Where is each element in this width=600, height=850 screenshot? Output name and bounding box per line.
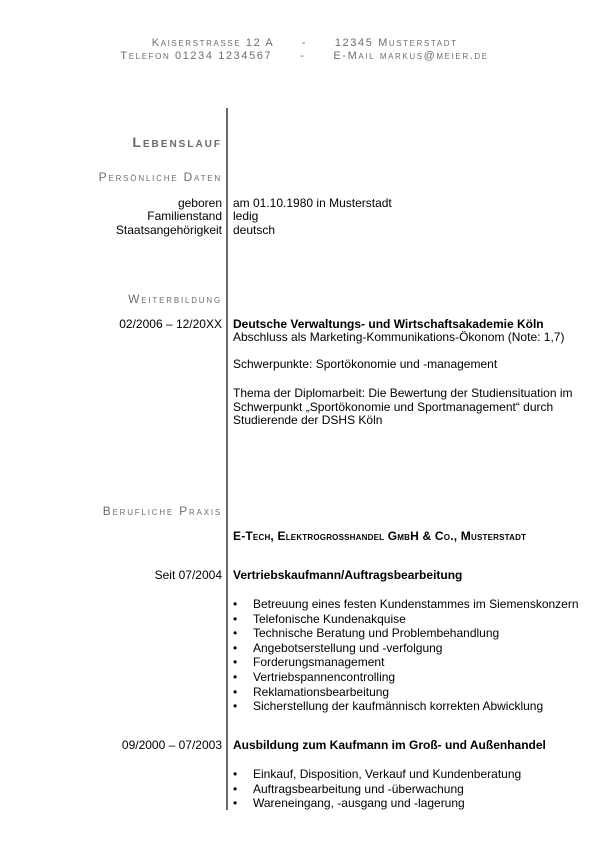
personal-label: geboren	[177, 196, 222, 210]
job-title: Vertriebskaufmann/Auftragsbearbeitung	[233, 568, 463, 582]
list-item: • Einkauf, Disposition, Verkauf und Kundenberatung	[233, 767, 521, 782]
list-item: • Forderungsmanagement	[233, 655, 579, 670]
personal-value: deutsch	[233, 223, 276, 237]
list-item: • Vertriebspannencontrolling	[233, 670, 579, 685]
education-focus: Schwerpunkte: Sportökonomie und -management	[233, 357, 498, 371]
personal-label: Familienstand	[147, 209, 222, 223]
personal-value: am 01.10.1980 in Musterstadt	[233, 196, 392, 210]
task-list	[233, 767, 521, 811]
email-address: E-Mail markus@meier.de	[333, 50, 489, 62]
list-item: • Reklamationsbearbeitung	[233, 685, 579, 700]
personal-label: Staatsangehörigkeit	[115, 223, 222, 237]
address-city: 12345 Musterstadt	[334, 37, 458, 49]
thesis-line: Thema der Diplomarbeit: Die Bewertung der Studiensituation im	[233, 386, 573, 400]
list-item: • Sicherstellung der kaufmännisch korrekten Abwicklung	[233, 699, 579, 714]
address-street: Kaiserstrasse 12 A	[151, 37, 274, 49]
thesis-line: Schwerpunkt „Sportökonomie und Sportmanagement“ durch	[233, 400, 554, 414]
list-item: • Wareneingang, -ausgang und -lagerung	[233, 796, 521, 811]
thesis-line: Studierende der DSHS Köln	[233, 413, 383, 427]
phone-number: Telefon 01234 1234567	[120, 50, 273, 62]
contact-line	[0, 38, 600, 62]
task-list	[233, 597, 579, 714]
personal-value: ledig	[233, 209, 259, 223]
education-period: 02/2006 – 12/20XX	[119, 317, 222, 331]
vertical-divider	[226, 108, 228, 810]
separator: -	[301, 37, 307, 49]
list-item: • Angebotserstellung und -verfolgung	[233, 641, 579, 656]
list-item: • Auftragsbearbeitung und -überwachung	[233, 782, 521, 797]
page-title: Lebenslauf	[132, 134, 222, 150]
list-item: • Technische Beratung und Problembehandlung	[233, 626, 579, 641]
list-item: • Betreuung eines festen Kundenstammes im Siemenskonzern	[233, 597, 579, 612]
list-item: • Telefonische Kundenakquise	[233, 612, 579, 627]
education-institution: Deutsche Verwaltungs- und Wirtschaftsakademie Köln	[233, 317, 544, 331]
employer-name: E-Tech, Elektrogrosshandel GmbH & Co., Musterstadt	[233, 529, 527, 543]
job-period: Seit 07/2004	[154, 568, 222, 582]
section-heading-experience: Berufliche Praxis	[102, 504, 222, 518]
education-degree: Abschluss als Marketing-Kommunikations-Ökonom (Note: 1,7)	[233, 330, 565, 344]
section-heading-personal: Persönliche Daten	[98, 170, 222, 184]
section-heading-education: Weiterbildung	[128, 292, 222, 306]
job-title: Ausbildung zum Kaufmann im Groß- und Außenhandel	[233, 738, 546, 752]
job-period: 09/2000 – 07/2003	[121, 738, 222, 752]
separator: -	[300, 50, 306, 62]
